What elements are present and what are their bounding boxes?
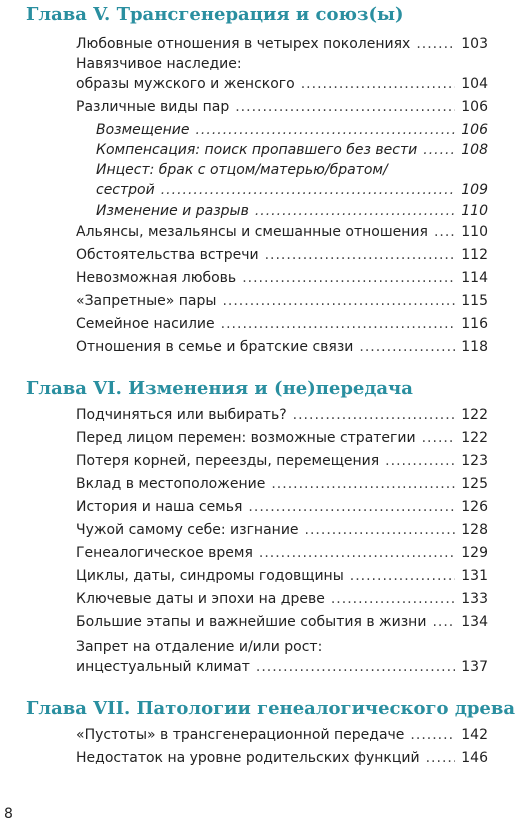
entry-title: Потеря корней, переезды, перемещения — [76, 453, 380, 469]
toc-subentry — [96, 200, 488, 222]
leader-dots — [432, 611, 455, 633]
leader-dots — [255, 200, 455, 222]
toc-entry — [76, 427, 488, 449]
leader-dots — [293, 404, 456, 426]
toc-entry — [76, 313, 488, 335]
toc-subentry — [96, 139, 488, 161]
toc-entry — [76, 290, 488, 312]
entry-title: Ключевые даты и эпохи на древе — [76, 591, 325, 607]
entry-title: Обстоятельства встречи — [76, 247, 259, 263]
leader-dots — [426, 747, 456, 769]
entry-title: Отношения в семье и братские связи — [76, 339, 354, 355]
leader-dots — [259, 542, 455, 564]
entry-title: Вклад в местоположение — [76, 476, 266, 492]
entry-title: Подчиняться или выбирать? — [76, 407, 287, 423]
toc-entry — [76, 496, 488, 518]
leader-dots — [222, 290, 455, 312]
leader-dots — [423, 139, 455, 161]
toc-entry — [76, 336, 488, 358]
entry-title: Различные виды пар — [76, 99, 230, 115]
entry-page: 106 — [461, 122, 488, 138]
entry-title: сестрой — [96, 182, 155, 198]
entry-page: 126 — [461, 499, 488, 515]
toc-entry — [76, 73, 488, 95]
entry-page: 108 — [461, 142, 488, 158]
leader-dots — [331, 588, 455, 610]
toc-entry — [76, 565, 488, 587]
toc-entry — [76, 473, 488, 495]
toc-entry — [76, 404, 488, 426]
entry-page: 115 — [461, 293, 488, 309]
entry-title: Перед лицом перемен: возможные стратегии — [76, 430, 416, 446]
entry-title: инцестуальный климат — [76, 659, 250, 675]
chapter-title: Глава V. Трансгенерация и союз(ы) — [26, 4, 404, 25]
toc-entry — [76, 519, 488, 541]
entry-title: «Пустоты» в трансгенерационной передаче — [76, 727, 405, 743]
entry-title: Любовные отношения в четырех поколениях — [76, 36, 411, 52]
entry-title: Недостаток на уровне родительских функций — [76, 750, 420, 766]
leader-dots — [265, 244, 456, 266]
entry-page: 137 — [461, 659, 488, 675]
leader-dots — [385, 450, 455, 472]
entry-page: 125 — [461, 476, 488, 492]
toc-entry — [76, 724, 488, 746]
entry-page: 122 — [461, 430, 488, 446]
entry-title: образы мужского и женского — [76, 76, 295, 92]
entry-page: 123 — [461, 453, 488, 469]
toc-entry — [76, 450, 488, 472]
page-number: 8 — [4, 806, 13, 822]
entry-title: Возмещение — [96, 122, 190, 138]
entry-page: 110 — [461, 224, 488, 240]
entry-page: 104 — [461, 76, 488, 92]
entry-title: «Запретные» пары — [76, 293, 217, 309]
entry-title: Циклы, даты, синдромы годовщины — [76, 568, 344, 584]
entry-page: 103 — [461, 36, 488, 52]
toc-entry — [76, 656, 488, 678]
entry-page: 116 — [461, 316, 488, 332]
leader-dots — [271, 473, 455, 495]
entry-title: Компенсация: поиск пропавшего без вести — [96, 142, 418, 158]
entry-title-line1: Инцест: брак с отцом/матерью/братом/ — [96, 162, 388, 178]
toc-entry — [76, 611, 488, 633]
entry-title: История и наша семья — [76, 499, 243, 515]
entry-page: 131 — [461, 568, 488, 584]
entry-title: Большие этапы и важнейшие события в жизни — [76, 614, 427, 630]
entry-page: 122 — [461, 407, 488, 423]
chapter-title: Глава VII. Патологии генеалогического древа — [26, 698, 516, 719]
leader-dots — [416, 33, 455, 55]
entry-title-line1: Навязчивое наследие: — [76, 56, 242, 72]
leader-dots — [301, 73, 456, 95]
entry-page: 112 — [461, 247, 488, 263]
entry-page: 128 — [461, 522, 488, 538]
leader-dots — [434, 221, 455, 243]
entry-title: Генеалогическое время — [76, 545, 253, 561]
chapter-title: Глава VI. Изменения и (не)передача — [26, 378, 413, 399]
toc-entry — [76, 588, 488, 610]
entry-page: 109 — [461, 182, 488, 198]
leader-dots — [248, 496, 455, 518]
leader-dots — [422, 427, 456, 449]
entry-page: 134 — [461, 614, 488, 630]
toc-subentry — [96, 119, 488, 141]
entry-title: Чужой самому себе: изгнание — [76, 522, 299, 538]
leader-dots — [161, 179, 456, 201]
leader-dots — [359, 336, 455, 358]
leader-dots — [350, 565, 456, 587]
entry-page: 110 — [461, 203, 488, 219]
leader-dots — [195, 119, 455, 141]
leader-dots — [242, 267, 455, 289]
entry-page: 129 — [461, 545, 488, 561]
entry-title-line1: Запрет на отдаление и/или рост: — [76, 639, 323, 655]
entry-page: 133 — [461, 591, 488, 607]
toc-entry — [76, 221, 488, 243]
entry-title: Невозможная любовь — [76, 270, 237, 286]
entry-page: 106 — [461, 99, 488, 115]
toc-entry — [76, 267, 488, 289]
entry-page: 142 — [461, 727, 488, 743]
entry-page: 118 — [461, 339, 488, 355]
entry-title: Семейное насилие — [76, 316, 215, 332]
entry-page: 114 — [461, 270, 488, 286]
toc-entry — [76, 244, 488, 266]
toc-entry — [76, 33, 488, 55]
leader-dots — [256, 656, 455, 678]
entry-title: Изменение и разрыв — [96, 203, 249, 219]
leader-dots — [410, 724, 455, 746]
entry-page: 146 — [461, 750, 488, 766]
leader-dots — [305, 519, 456, 541]
toc-entry — [76, 747, 488, 769]
toc-entry — [76, 542, 488, 564]
toc-subentry — [96, 179, 488, 201]
leader-dots — [235, 96, 455, 118]
leader-dots — [221, 313, 456, 335]
entry-title: Альянсы, мезальянсы и смешанные отношения — [76, 224, 428, 240]
toc-entry — [76, 96, 488, 118]
